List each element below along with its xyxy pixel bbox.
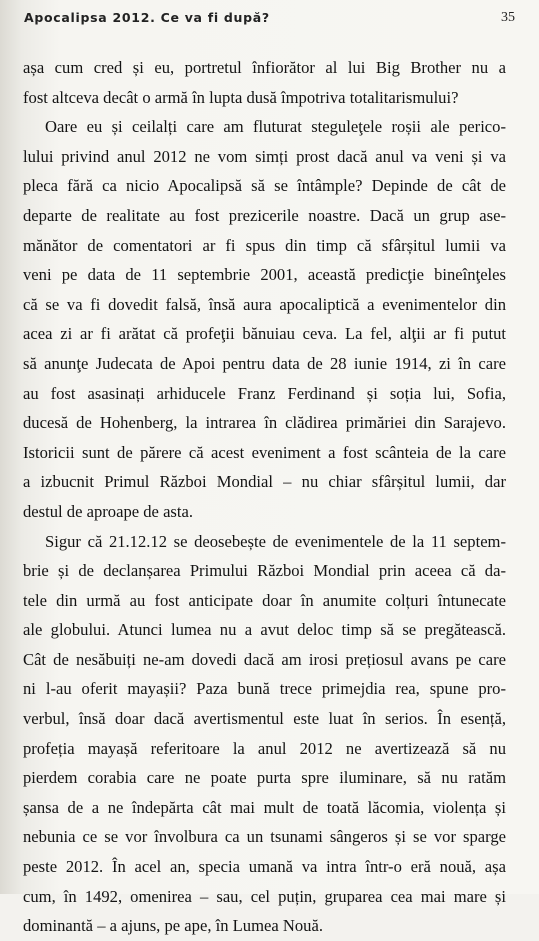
text-line: verbul, însă doar dacă avertismentul este luat în serios. În esență, — [23, 709, 506, 729]
text-line: ni l-au oferit mayașii? Paza bună trece primejdia rea, spune pro- — [23, 679, 506, 699]
text-line: pleca fără ca nicio Apocalipsă să se întâmple? Depinde de cât de — [23, 176, 506, 196]
text-line: dominantă – a ajuns, pe ape, în Lumea Nouă. — [23, 916, 323, 936]
text-line: cum, în 1492, omenirea – sau, cel puțin, gruparea cea mai mare și — [23, 886, 506, 906]
text-line: șansa de a ne îndepărta cât mai mult de toată lăcomia, violența și — [23, 797, 506, 817]
text-line: peste 2012. În acel an, specia umană va intra într-o eră nouă, așa — [23, 857, 506, 877]
text-line: acea zi ar fi arătat că profeţii bănuiau ceva. La fel, alţii ar fi putut — [23, 324, 506, 344]
text-line: că se va fi dovedit falsă, însă aura apocaliptică a evenimentelor din — [23, 294, 506, 314]
text-line: ale globului. Atunci lumea nu a avut deloc timp să se pregătească. — [23, 620, 506, 640]
text-line: Cât de nesăbuiți ne-am dovedi dacă am irosi prețiosul avans pe care — [23, 649, 506, 669]
text-line: Oare eu și ceilalți care am fluturat steguleţele roșii ale perico- — [45, 117, 506, 137]
text-line: au fost asasinați arhiducele Franz Ferdinand și soția lui, Sofia, — [23, 383, 506, 403]
running-header — [24, 10, 515, 30]
text-line: a izbucnit Primul Război Mondial – nu chiar sfârșitul lumii, dar — [23, 472, 506, 492]
text-line: departe de realitate au fost prezicerile noastre. Dacă un grup ase- — [23, 205, 506, 225]
page-number: 35 — [501, 10, 515, 25]
text-line: nebunia ce se vor învolbura ca un tsunami sângeros și se vor sparge — [23, 827, 506, 847]
text-line: tele din urmă au fost anticipate doar în anumite colțuri întunecate — [23, 590, 506, 610]
text-line: fost altceva decât o armă în lupta dusă împotriva totalitarismului? — [23, 87, 459, 107]
text-line: ducesă de Hohenberg, la intrarea în clădirea primăriei din Sarajevo. — [23, 413, 506, 433]
text-line: lului privind anul 2012 ne vom simți prost dacă anul va veni și va — [23, 146, 506, 166]
text-line: mănător de comentatori ar fi spus din timp că sfârșitul lumii va — [23, 235, 506, 255]
text-line: Istoricii sunt de părere că acest eveniment a fost scânteia de la care — [23, 442, 506, 462]
running-title: Apocalipsa 2012. Ce va fi după? — [24, 10, 270, 25]
text-line: brie și de declanșarea Primului Război Mondial prin aceea că da- — [23, 561, 506, 581]
text-line: așa cum cred și eu, portretul înfiorător al lui Big Brother nu a — [23, 58, 506, 77]
text-line: să anunţe Judecata de Apoi pentru data de 28 iunie 1914, zi în care — [23, 353, 506, 373]
text-line: pierdem corabia care ne poate purta spre iluminare, să nu ratăm — [23, 768, 506, 788]
text-line: veni pe data de 11 septembrie 2001, această predicţie bineînţeles — [23, 265, 506, 285]
text-line: Sigur că 21.12.12 se deosebește de evenimentele de la 11 septem- — [45, 531, 506, 551]
text-line: destul de aproape de asta. — [23, 501, 194, 521]
text-line: profeția mayașă referitoare la anul 2012 ne avertizează să nu — [23, 738, 506, 758]
body-text — [23, 53, 506, 941]
